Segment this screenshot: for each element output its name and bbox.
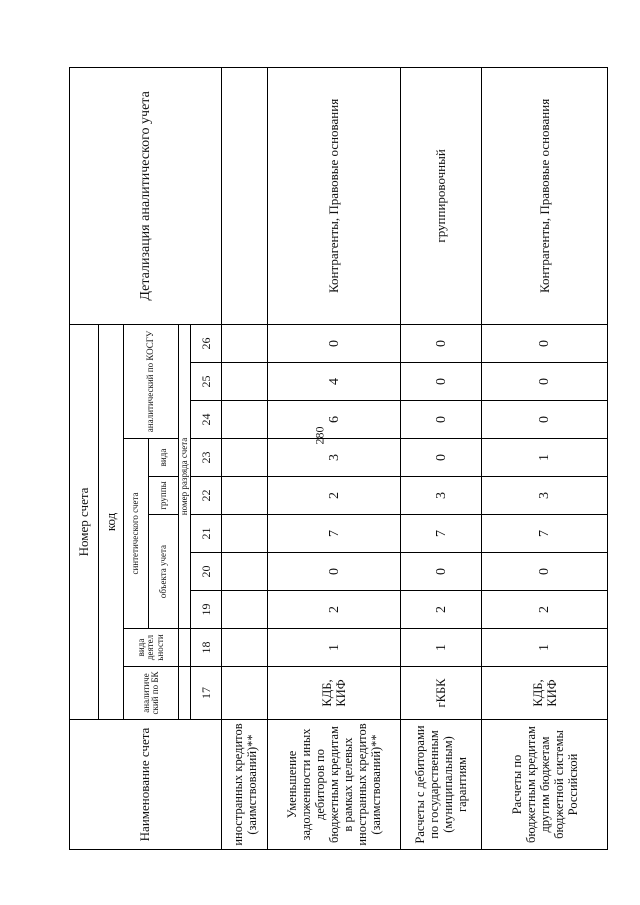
analytic-detail-header: Детализация аналитического учета [70,67,222,324]
digit-cell: 22 [191,477,222,515]
value-cell: 0 [482,401,608,439]
value-cell: 2 [268,591,401,629]
value-cell: 2 [401,591,482,629]
table-header [70,67,222,849]
value-cell: 1 [268,629,401,667]
value-cell: 3 [482,477,608,515]
rotated-table-container [69,68,607,850]
accounts-table [69,67,608,850]
value-cell: 0 [401,363,482,401]
value-cell: 1 [482,439,608,477]
value-cell [222,363,268,401]
groups-header: группы [149,477,179,515]
detail-cell: Контрагенты, Правовые основания [482,67,608,324]
value-cell: 0 [401,553,482,591]
account-number-header: Номер счета [70,324,99,719]
digit-cell: 24 [191,401,222,439]
value-cell [222,629,268,667]
detail-cell: группировочный [401,67,482,324]
analytic-bk-cell: гКБК [401,667,482,720]
value-cell [222,477,268,515]
value-cell: 7 [482,515,608,553]
value-cell: 0 [268,553,401,591]
value-cell: 0 [401,324,482,362]
digit-cell: 23 [191,439,222,477]
table-row [268,67,401,849]
account-name-cell: Уменьшение задолженности иных дебиторов по бюджетным кредитам в рамках целевых иностранных кредитов (заимствований)** [268,720,401,850]
account-name-cell: иностранных кредитов (заимствований)** [222,720,268,850]
analytic-bk-cell: КДБ, КИФ [482,667,608,720]
value-cell: 7 [401,515,482,553]
value-cell: 3 [401,477,482,515]
value-cell: 6 [268,401,401,439]
value-cell [222,591,268,629]
digit-cell: 19 [191,591,222,629]
value-cell: 7 [268,515,401,553]
type-header: вида [149,439,179,477]
activity-type-header: вида деятел ьности [124,629,179,667]
digit-cell: 18 [191,629,222,667]
digit-cell: 17 [191,667,222,720]
value-cell [222,439,268,477]
value-cell [222,553,268,591]
value-cell: 0 [401,401,482,439]
synthetic-account-header: синтетического счета [124,439,149,629]
value-cell: 4 [268,363,401,401]
value-cell [222,515,268,553]
page-number: 280 [312,426,327,445]
digit-number-header: номер разряда счета [179,324,191,628]
account-name-cell: Расчеты с дебиторами по государственным (муниципальным) гарантиям [401,720,482,850]
value-cell [222,324,268,362]
code-header: код [99,324,124,719]
value-cell: 0 [268,324,401,362]
value-cell: 0 [482,553,608,591]
table-body [222,67,608,849]
digit-cell: 21 [191,515,222,553]
value-cell: 2 [482,591,608,629]
table-row [222,67,268,849]
value-cell: 1 [401,629,482,667]
digit-cell: 26 [191,324,222,362]
analytic-bk-cell [222,667,268,720]
value-cell: 2 [268,477,401,515]
analytic-kosgu-header: аналитический по КОСГУ [124,324,179,438]
empty-cell [179,629,191,667]
analytic-bk-header: аналитиче ский по БК [124,667,179,720]
value-cell: 1 [482,629,608,667]
table-row [482,67,608,849]
detail-cell [222,67,268,324]
value-cell: 0 [482,363,608,401]
account-name-header: Наименование счета [70,720,222,850]
analytic-bk-cell: КДБ, КИФ [268,667,401,720]
detail-cell: Контрагенты, Правовые основания [268,67,401,324]
value-cell: 3 [268,439,401,477]
value-cell: 0 [401,439,482,477]
value-cell [222,401,268,439]
account-name-cell: Расчеты по бюджетным кредитам другим бюджетам бюджетной системы Российской [482,720,608,850]
value-cell: 0 [482,324,608,362]
accounting-object-header: объекта учета [149,515,179,629]
digit-cell: 25 [191,363,222,401]
table-row [401,67,482,849]
digit-cell: 20 [191,553,222,591]
empty-cell [179,667,191,720]
